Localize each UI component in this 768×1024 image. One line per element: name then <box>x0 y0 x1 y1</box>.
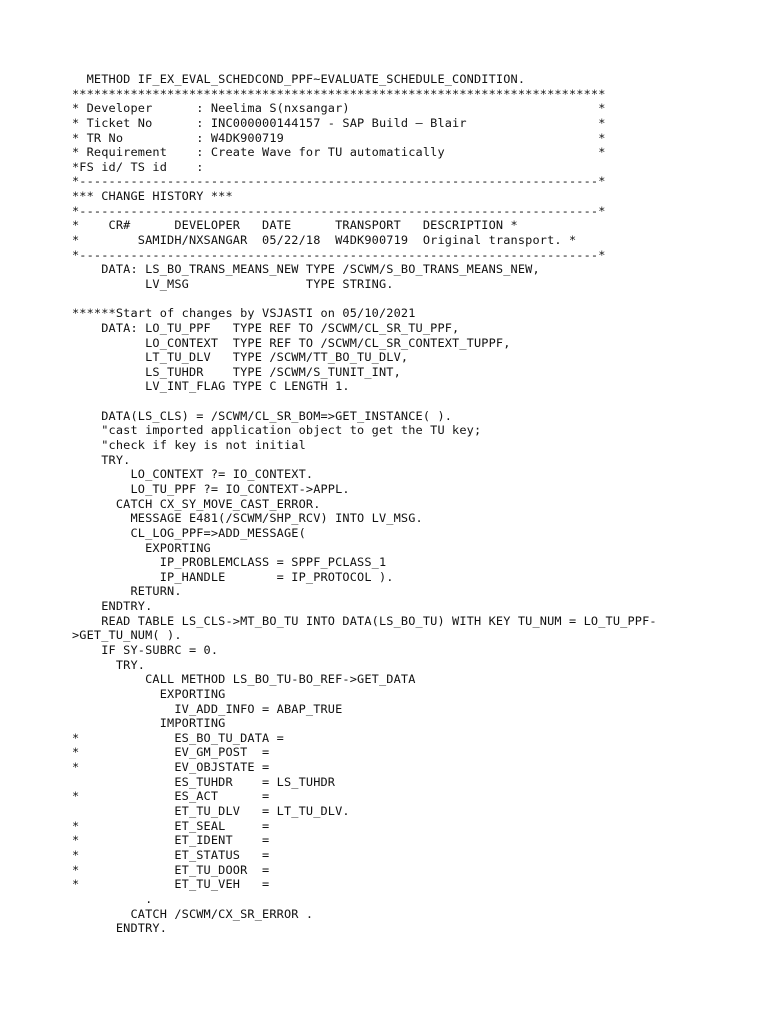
code-line: MESSAGE E481(/SCWM/SHP_RCV) INTO LV_MSG. <box>72 511 423 526</box>
code-line: * EV_GM_POST = <box>72 745 270 760</box>
code-line: TRY. <box>72 657 146 672</box>
code-line: ******Start of changes by VSJASTI on 05/10/2021 <box>72 306 416 321</box>
code-line: * SAMIDH/NXSANGAR 05/22/18 W4DK900719 Original transport. * <box>72 233 577 248</box>
code-line <box>72 292 692 307</box>
abap-source-code <box>72 72 692 936</box>
code-line: *FS id/ TS id : <box>72 159 204 174</box>
code-line: RETURN. <box>72 584 182 599</box>
code-line: * Developer : Neelima S(nxsangar) * <box>72 101 606 116</box>
code-line: * CR# DEVELOPER DATE TRANSPORT DESCRIPTION * <box>72 218 518 233</box>
code-line: * ES_ACT = <box>72 789 270 804</box>
code-line: * ET_IDENT = <box>72 833 270 848</box>
code-line: * Ticket No : INC000000144157 - SAP Build – Blair * <box>72 115 606 130</box>
code-line: CL_LOG_PPF=>ADD_MESSAGE( <box>72 525 306 540</box>
code-line: LS_TUHDR TYPE /SCWM/S_TUNIT_INT, <box>72 364 401 379</box>
code-line: ENDTRY. <box>72 921 168 936</box>
code-line: * ET_TU_VEH = <box>72 877 270 892</box>
code-line: METHOD IF_EX_EVAL_SCHEDCOND_PPF~EVALUATE_SCHEDULE_CONDITION. <box>72 72 526 86</box>
code-line: * Requirement : Create Wave for TU automatically * <box>72 145 606 160</box>
code-line: * ET_SEAL = <box>72 818 270 833</box>
code-line <box>72 394 692 409</box>
code-line: * ET_STATUS = <box>72 847 270 862</box>
code-line: CATCH /SCWM/CX_SR_ERROR . <box>72 906 314 921</box>
code-line: LV_INT_FLAG TYPE C LENGTH 1. <box>72 379 350 394</box>
code-line: IMPORTING <box>72 716 226 731</box>
code-line: DATA: LS_BO_TRANS_MEANS_NEW TYPE /SCWM/S_BO_TRANS_MEANS_NEW, <box>72 262 540 277</box>
code-line: LO_CONTEXT ?= IO_CONTEXT. <box>72 467 314 482</box>
code-line: *-----------------------------------------------------------------------* <box>72 247 606 262</box>
code-line: *** CHANGE HISTORY *** <box>72 189 233 204</box>
code-line: TRY. <box>72 452 131 467</box>
code-line: DATA: LO_TU_PPF TYPE REF TO /SCWM/CL_SR_TU_PPF, <box>72 320 460 335</box>
code-line: IP_PROBLEMCLASS = SPPF_PCLASS_1 <box>72 555 387 570</box>
code-line: "check if key is not initial <box>72 438 306 453</box>
code-line: . <box>72 891 153 906</box>
code-line: DATA(LS_CLS) = /SCWM/CL_SR_BOM=>GET_INSTANCE( ). <box>72 408 453 423</box>
code-line: "cast imported application object to get the TU key; <box>72 423 482 438</box>
code-line: * ES_BO_TU_DATA = <box>72 730 284 745</box>
code-line: * EV_OBJSTATE = <box>72 760 270 775</box>
code-line: LV_MSG TYPE STRING. <box>72 276 394 291</box>
code-line: * TR No : W4DK900719 * <box>72 130 606 145</box>
code-line: ES_TUHDR = LS_TUHDR <box>72 774 336 789</box>
code-line: LO_TU_PPF ?= IO_CONTEXT->APPL. <box>72 481 350 496</box>
code-line: *-----------------------------------------------------------------------* <box>72 203 606 218</box>
code-line: IF SY-SUBRC = 0. <box>72 642 219 657</box>
code-line: >GET_TU_NUM( ). <box>72 628 182 643</box>
code-line: ************************************************************************* <box>72 86 606 101</box>
code-line: LT_TU_DLV TYPE /SCWM/TT_BO_TU_DLV, <box>72 350 409 365</box>
code-line: CATCH CX_SY_MOVE_CAST_ERROR. <box>72 496 321 511</box>
code-line: LO_CONTEXT TYPE REF TO /SCWM/CL_SR_CONTEXT_TUPPF, <box>72 335 511 350</box>
code-line: IV_ADD_INFO = ABAP_TRUE <box>72 701 343 716</box>
code-line: EXPORTING <box>72 540 211 555</box>
code-line: ET_TU_DLV = LT_TU_DLV. <box>72 804 350 819</box>
code-line: CALL METHOD LS_BO_TU-BO_REF->GET_DATA <box>72 672 416 687</box>
code-line: IP_HANDLE = IP_PROTOCOL ). <box>72 569 394 584</box>
code-line: EXPORTING <box>72 686 226 701</box>
code-line: READ TABLE LS_CLS->MT_BO_TU INTO DATA(LS_BO_TU) WITH KEY TU_NUM = LO_TU_PPF- <box>72 613 657 628</box>
code-line: *-----------------------------------------------------------------------* <box>72 174 606 189</box>
code-line: ENDTRY. <box>72 599 153 614</box>
code-line: * ET_TU_DOOR = <box>72 862 270 877</box>
